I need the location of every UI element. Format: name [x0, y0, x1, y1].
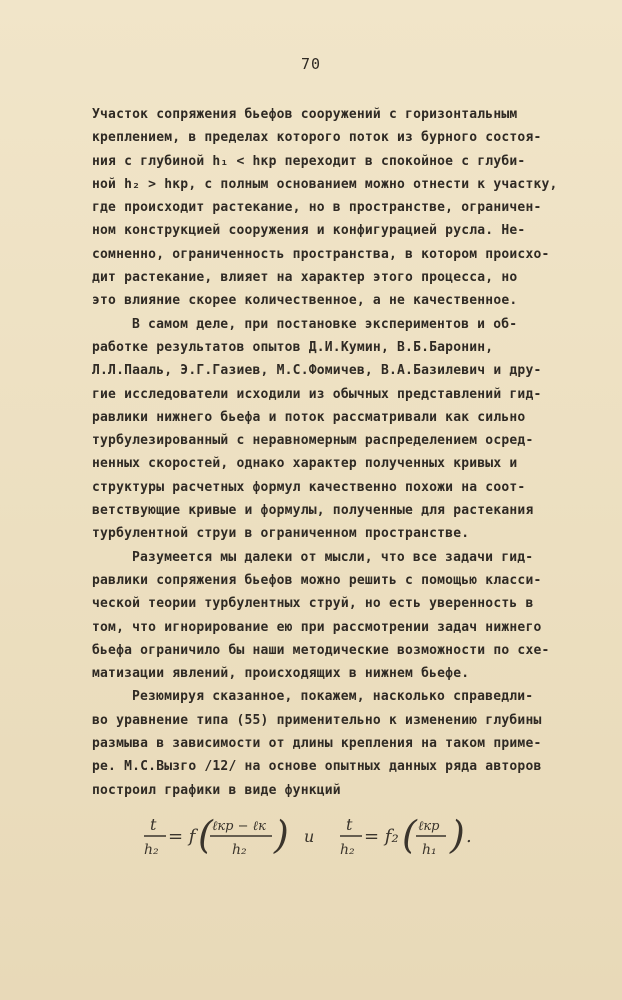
- formula-right-paren-close: ): [450, 813, 465, 857]
- formula-left-arg-den: h₂: [232, 842, 247, 858]
- formula-left-arg-num: ℓкр − ℓк: [212, 819, 266, 834]
- text-line: размыва в зависимости от длины крепления на таком приме-: [92, 736, 542, 752]
- body-text: [92, 103, 597, 802]
- formula-right-den: h₂: [340, 842, 355, 858]
- text-line: работке результатов опытов Д.И.Кумин, В.Б.Баронин,: [92, 339, 494, 355]
- text-line: бьефа ограничило бы наши методические возможности по схе-: [92, 642, 550, 658]
- text-line: Резюмируя сказанное, покажем, насколько справедли-: [132, 689, 534, 705]
- formula-right-arg-num: ℓкр: [418, 819, 440, 834]
- text-line: построил графики в виде функций: [92, 782, 341, 798]
- text-line: ветствующие кривые и формулы, полученные для растекания: [92, 503, 534, 519]
- text-line: равлики нижнего бьефа и поток рассматривали как сильно: [92, 409, 526, 425]
- text-line: структуры расчетных формул качественно похожи на соот-: [92, 479, 526, 495]
- formula-right-arg-den: h₁: [422, 842, 437, 858]
- text-line: матизации явлений, происходящих в нижнем бьефе.: [92, 666, 470, 682]
- text-line: это влияние скорее количественное, а не качественное.: [92, 293, 518, 309]
- text-line: ной h₂ > hкр, с полным основанием можно отнести к участку,: [92, 176, 558, 192]
- formula-end: .: [466, 826, 472, 847]
- text-line: креплением, в пределах которого поток из бурного состоя-: [92, 130, 542, 146]
- formula-left-den: h₂: [144, 842, 159, 858]
- formula-right-fn: = f₂: [364, 826, 399, 847]
- formula-right-paren-open: (: [402, 813, 417, 857]
- text-line: ния с глубиной h₁ < hкр переходит в спокойное с глуби-: [92, 153, 526, 169]
- formula-left-num: t: [150, 815, 157, 834]
- text-line: ном конструкцией сооружения и конфигурацией русла. Не-: [92, 223, 526, 239]
- text-line: ненных скоростей, однако характер полученных кривых и: [92, 456, 518, 472]
- text-line: том, что игнорирование ею при рассмотрении задач нижнего: [92, 619, 542, 635]
- text-line: во уравнение типа (55) применительно к изменению глубины: [92, 712, 542, 728]
- text-line: турбулентной струи в ограниченном пространстве.: [92, 526, 470, 542]
- text-line: гие исследователи исходили из обычных представлений гид-: [92, 386, 542, 402]
- text-line: турбулезированный с неравномерным распределением осред-: [92, 433, 534, 449]
- text-line: где происходит растекание, но в пространстве, ограничен-: [92, 200, 542, 216]
- text-line: равлики сопряжения бьефов можно решить с помощью класси-: [92, 572, 542, 588]
- text-line: В самом деле, при постановке экспериментов и об-: [132, 316, 518, 332]
- formula-left-paren-close: ): [274, 813, 289, 857]
- text-line: Л.Л.Пааль, Э.Г.Газиев, М.С.Фомичев, В.А.Базилевич и дру-: [92, 363, 542, 379]
- text-line: ре. М.С.Вызго /12/ на основе опытных данных ряда авторов: [92, 759, 542, 775]
- formula-svg: [140, 808, 500, 866]
- text-line: дит растекание, влияет на характер этого процесса, но: [92, 270, 518, 286]
- text-line: ческой теории турбулентных струй, но есть уверенность в: [92, 596, 534, 612]
- formula: [140, 808, 500, 866]
- text-line: Разумеется мы далеки от мысли, что все задачи гид-: [132, 549, 534, 565]
- formula-right-num: t: [346, 815, 353, 834]
- text-line: Участок сопряжения бьефов сооружений с горизонтальным: [92, 107, 518, 122]
- text-line: сомненно, ограниченность пространства, в котором происхо-: [92, 246, 550, 262]
- page-number: 70: [300, 55, 322, 73]
- formula-left-fn: = f: [168, 826, 196, 847]
- formula-left-paren-open: (: [198, 813, 213, 857]
- formula-conjunction: и: [304, 827, 315, 846]
